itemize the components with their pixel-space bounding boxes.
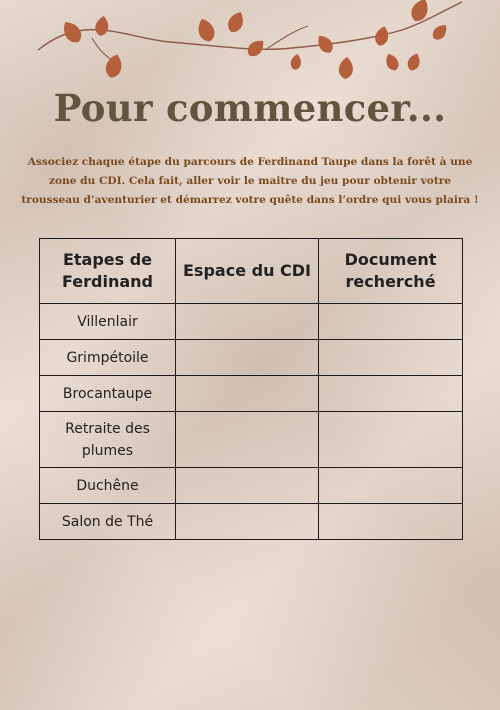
header-document: Document recherché [319, 239, 463, 304]
leaf-icon [94, 15, 110, 37]
leaf-icon [406, 52, 423, 73]
document-cell[interactable] [319, 504, 463, 540]
document-cell[interactable] [319, 468, 463, 504]
leaf-icon [59, 18, 85, 46]
stage-name: Retraite des plumes [40, 412, 176, 468]
leaf-icon [373, 25, 391, 48]
cdi-space-cell[interactable] [176, 376, 319, 412]
leaf-icon [383, 51, 401, 72]
document-cell[interactable] [319, 412, 463, 468]
document-cell[interactable] [319, 304, 463, 340]
table-row [40, 340, 463, 376]
document-cell[interactable] [319, 340, 463, 376]
table-row [40, 304, 463, 340]
stage-name: Salon de Thé [40, 504, 176, 540]
leaf-vine-decoration [30, 0, 470, 95]
leaf-icon [338, 56, 354, 79]
cdi-space-cell[interactable] [176, 468, 319, 504]
stages-table [39, 238, 463, 540]
page-title: Pour commencer... [53, 86, 447, 130]
leaf-icon [195, 16, 218, 44]
stage-name: Duchêne [40, 468, 176, 504]
leaf-icon [225, 9, 247, 35]
cdi-space-cell[interactable] [176, 504, 319, 540]
document-cell[interactable] [319, 376, 463, 412]
stage-name: Brocantaupe [40, 376, 176, 412]
leaf-icon [244, 36, 267, 59]
table-row [40, 468, 463, 504]
header-etapes: Etapes de Ferdinand [40, 239, 176, 304]
header-espace-cdi: Espace du CDI [176, 239, 319, 304]
leaf-icon [408, 0, 432, 24]
cdi-space-cell[interactable] [176, 304, 319, 340]
table-header-row [40, 239, 463, 304]
intro-text: Associez chaque étape du parcours de Ferdinand Taupe dans la forêt à une zone du CDI. Cela fait, aller voir le maitre du jeu pour obtenir votre trousseau d’aventurier et démarrez votre quête dans l’ordre qui vous plaira ! [21, 156, 479, 206]
table-row [40, 504, 463, 540]
stage-name: Grimpétoile [40, 340, 176, 376]
leaf-icon [290, 53, 303, 71]
table-row [40, 412, 463, 468]
cdi-space-cell[interactable] [176, 340, 319, 376]
cdi-space-cell[interactable] [176, 412, 319, 468]
table-row [40, 376, 463, 412]
leaf-icon [430, 21, 450, 42]
stage-name: Villenlair [40, 304, 176, 340]
